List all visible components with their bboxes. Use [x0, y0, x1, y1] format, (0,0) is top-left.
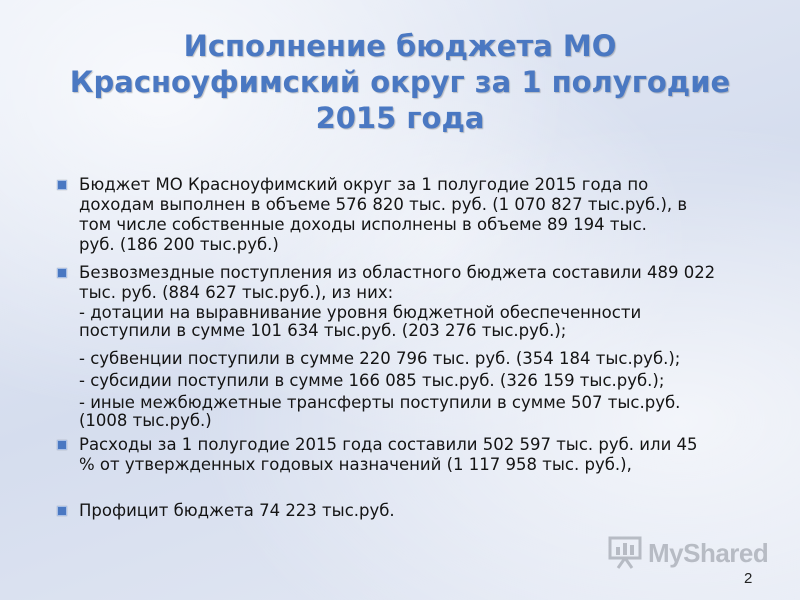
- watermark-logo: [608, 534, 769, 574]
- paragraph-1-line-2: доходам выполнен в объеме 576 820 тыс. руб. (1 070 827 тыс.руб.), в: [79, 195, 688, 214]
- sub-item-subventions: - субвенции поступили в сумме 220 796 тыс. руб. (354 184 тыс.руб.);: [79, 349, 681, 368]
- paragraph-expenses-line-1: Расходы за 1 полугодие 2015 года составили 502 597 тыс. руб. или 45: [79, 435, 698, 454]
- bullet-marker: [57, 180, 67, 190]
- sub-item-subsidies: - субсидии поступили в сумме 166 085 тыс.руб. (326 159 тыс.руб.);: [79, 371, 665, 390]
- paragraph-1-line-4: руб. (186 200 тыс.руб.): [79, 235, 279, 254]
- bullet-marker: [57, 506, 67, 516]
- paragraph-expenses-line-2: % от утвержденных годовых назначений (1 117 958 тыс. руб.),: [79, 455, 632, 474]
- bullet-marker: [57, 268, 67, 278]
- slide-title-line-3: 2015 года: [315, 101, 485, 135]
- presentation-board-icon: [608, 534, 644, 570]
- sub-item-dotations-line-2: поступили в сумме 101 634 тыс.руб. (203 276 тыс.руб.);: [79, 321, 567, 340]
- paragraph-1-line-3: том числе собственные доходы исполнены в объеме 89 194 тыс.: [79, 215, 647, 234]
- paragraph-surplus: Профицит бюджета 74 223 тыс.руб.: [79, 501, 395, 520]
- paragraph-2-line-2: тыс. руб. (884 627 тыс.руб.), из них:: [79, 283, 394, 302]
- sub-item-transfers-line-2: (1008 тыс.руб.): [79, 411, 212, 430]
- watermark-text: MyShared: [648, 538, 769, 568]
- bullet-marker: [57, 440, 67, 450]
- sub-item-dotations-line-1: - дотации на выравнивание уровня бюджетной обеспеченности: [79, 303, 642, 322]
- page-number: 2: [744, 570, 753, 587]
- paragraph-1-line-1: Бюджет МО Красноуфимский округ за 1 полугодие 2015 года по: [79, 175, 649, 194]
- slide-title-line-1: Исполнение бюджета МО: [183, 29, 617, 63]
- slide-title-line-2: Красноуфимский округ за 1 полугодие: [69, 65, 731, 99]
- paragraph-2-line-1: Безвозмездные поступления из областного бюджета составили 489 022: [79, 263, 716, 282]
- sub-item-transfers-line-1: - иные межбюджетные трансферты поступили в сумме 507 тыс.руб.: [79, 393, 681, 412]
